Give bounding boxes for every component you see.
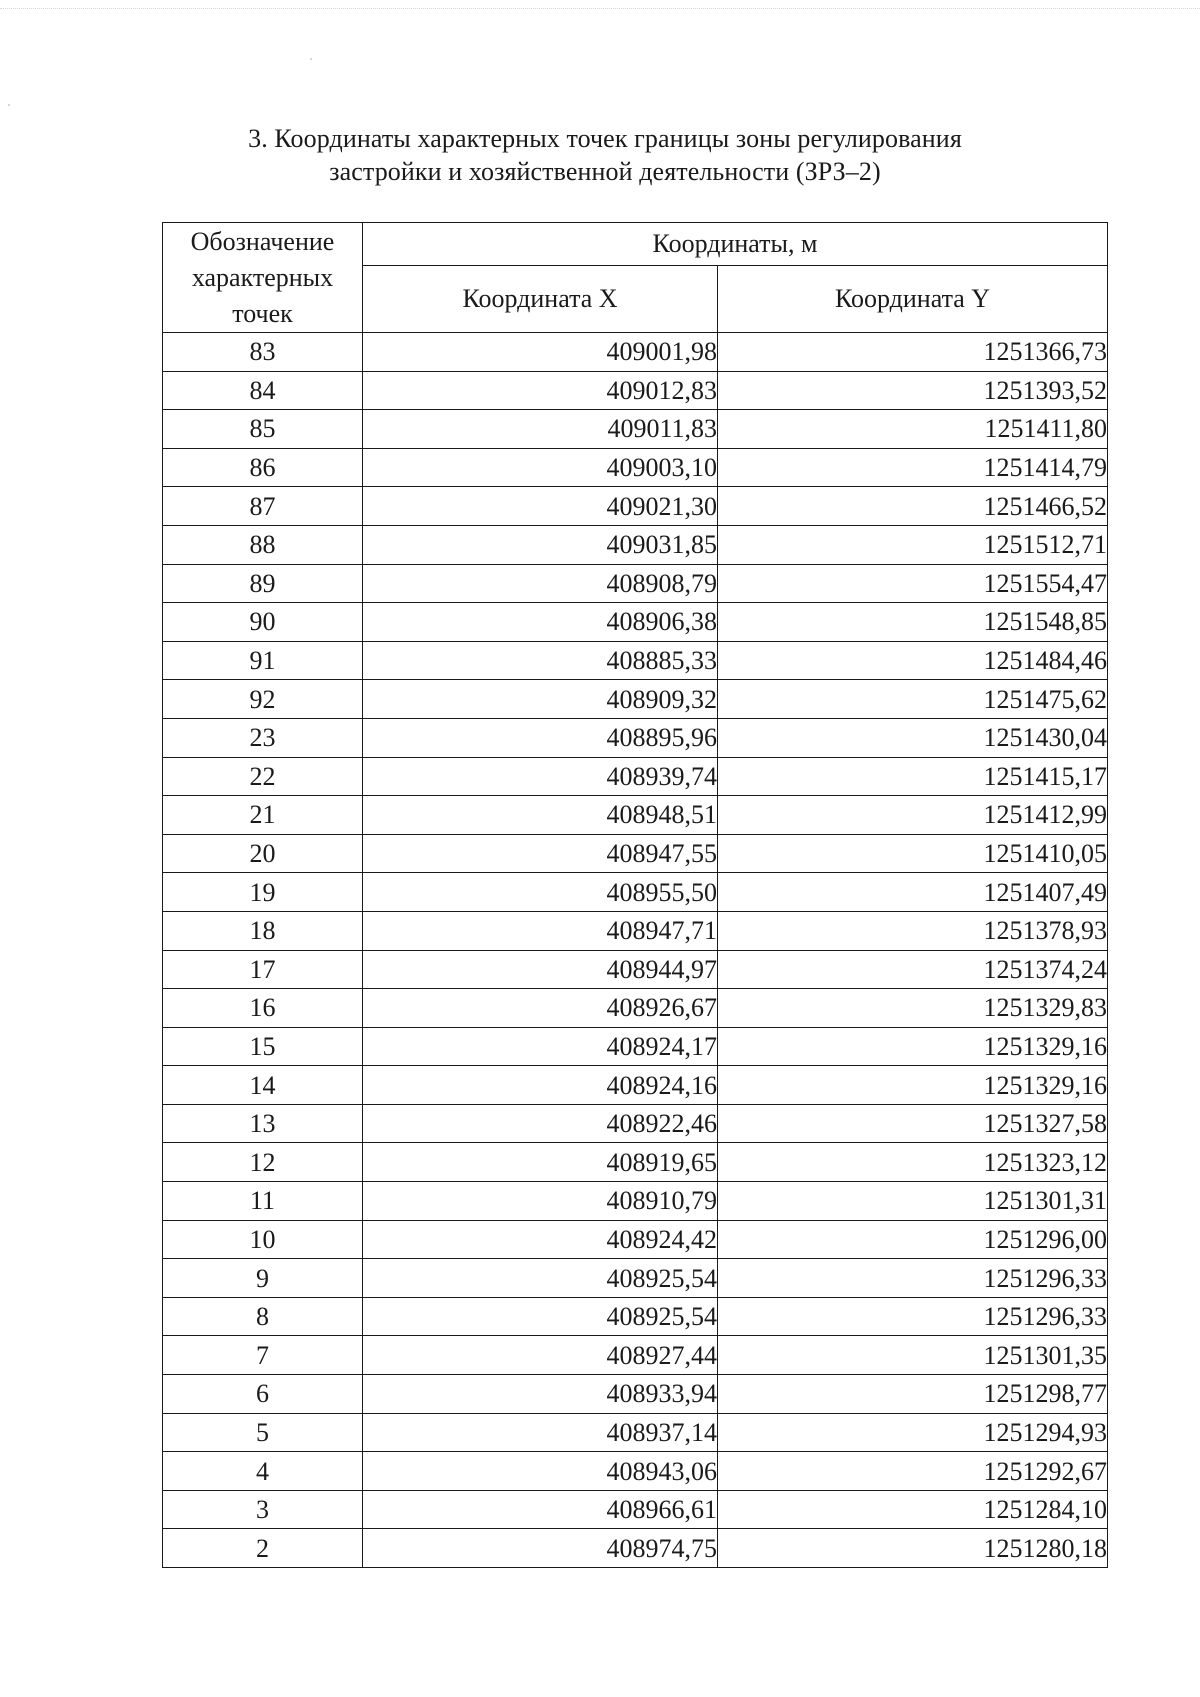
coordinate-y-cell: 1251414,79 [718,448,1108,487]
coordinate-x-cell: 408947,71 [363,911,718,950]
coordinate-y-cell: 1251393,52 [718,371,1108,410]
coordinate-y-cell: 1251554,47 [718,564,1108,603]
table-row [163,950,1108,989]
point-number-cell: 5 [163,1413,363,1452]
coordinate-x-cell: 408944,97 [363,950,718,989]
header-designation-line: точек [232,298,293,328]
coordinate-y-cell: 1251407,49 [718,873,1108,912]
point-number-cell: 92 [163,680,363,719]
table-row [163,1452,1108,1491]
coordinate-y-cell: 1251548,85 [718,603,1108,642]
table-row [163,1104,1108,1143]
table-row [163,487,1108,526]
table-row [163,796,1108,835]
point-number-cell: 91 [163,641,363,680]
table-row [163,757,1108,796]
coordinate-x-cell: 408908,79 [363,564,718,603]
table-row [163,641,1108,680]
coordinate-y-cell: 1251415,17 [718,757,1108,796]
header-coordinates: Координаты, м [363,223,1108,266]
point-number-cell: 7 [163,1336,363,1375]
coordinate-y-cell: 1251378,93 [718,911,1108,950]
table-row [163,1336,1108,1375]
table-row [163,1027,1108,1066]
coordinate-x-cell: 409012,83 [363,371,718,410]
table-row [163,680,1108,719]
coordinate-y-cell: 1251323,12 [718,1143,1108,1182]
point-number-cell: 22 [163,757,363,796]
coordinate-y-cell: 1251410,05 [718,834,1108,873]
point-number-cell: 86 [163,448,363,487]
point-number-cell: 84 [163,371,363,410]
point-number-cell: 6 [163,1375,363,1414]
table-row [163,448,1108,487]
point-number-cell: 21 [163,796,363,835]
coordinate-y-cell: 1251301,35 [718,1336,1108,1375]
coordinate-x-cell: 408943,06 [363,1452,718,1491]
coordinate-y-cell: 1251329,83 [718,989,1108,1028]
coordinate-y-cell: 1251412,99 [718,796,1108,835]
coordinate-x-cell: 408933,94 [363,1375,718,1414]
point-number-cell: 89 [163,564,363,603]
point-number-cell: 13 [163,1104,363,1143]
table-row [163,525,1108,564]
table-row [163,718,1108,757]
point-number-cell: 11 [163,1182,363,1221]
coordinate-x-cell: 408922,46 [363,1104,718,1143]
point-number-cell: 3 [163,1490,363,1529]
table-row [163,1066,1108,1105]
coordinate-x-cell: 408924,17 [363,1027,718,1066]
scan-speck [8,104,10,106]
table-row [163,603,1108,642]
coordinate-x-cell: 408924,16 [363,1066,718,1105]
coordinate-x-cell: 408925,54 [363,1297,718,1336]
coordinate-y-cell: 1251512,71 [718,525,1108,564]
coordinate-x-cell: 408966,61 [363,1490,718,1529]
point-number-cell: 18 [163,911,363,950]
point-number-cell: 85 [163,410,363,449]
coordinate-y-cell: 1251411,80 [718,410,1108,449]
coordinate-y-cell: 1251301,31 [718,1182,1108,1221]
table-row [163,911,1108,950]
table-row [163,989,1108,1028]
document-title [170,122,1040,188]
table-body [163,333,1108,1568]
coordinate-x-cell: 408948,51 [363,796,718,835]
table-row [163,371,1108,410]
coordinate-x-cell: 408909,32 [363,680,718,719]
header-designation-line: Обозначение [190,226,335,256]
scan-speck [310,58,312,60]
table-row [163,1529,1108,1568]
coordinate-x-cell: 409021,30 [363,487,718,526]
coordinate-x-cell: 408924,42 [363,1220,718,1259]
table-row [163,1220,1108,1259]
coordinate-y-cell: 1251329,16 [718,1027,1108,1066]
header-point-designation [163,223,363,333]
coordinate-x-cell: 408926,67 [363,989,718,1028]
coordinate-y-cell: 1251430,04 [718,718,1108,757]
table-row [163,1375,1108,1414]
coordinate-x-cell: 409011,83 [363,410,718,449]
point-number-cell: 16 [163,989,363,1028]
coordinate-y-cell: 1251329,16 [718,1066,1108,1105]
coordinate-y-cell: 1251292,67 [718,1452,1108,1491]
coordinate-y-cell: 1251475,62 [718,680,1108,719]
coordinate-y-cell: 1251296,00 [718,1220,1108,1259]
table-row [163,410,1108,449]
title-line-1: 3. Координаты характерных точек границы зоны регулирования [248,124,962,153]
table-row [163,1182,1108,1221]
table-header [163,223,1108,333]
point-number-cell: 83 [163,333,363,372]
table-row [163,1413,1108,1452]
header-designation-line: характерных [191,262,334,292]
table-row [163,564,1108,603]
coordinate-y-cell: 1251484,46 [718,641,1108,680]
table-row [163,1297,1108,1336]
point-number-cell: 4 [163,1452,363,1491]
coordinate-y-cell: 1251327,58 [718,1104,1108,1143]
header-coordinate-y: Координата Y [718,266,1108,333]
coordinate-x-cell: 408895,96 [363,718,718,757]
coordinate-x-cell: 408927,44 [363,1336,718,1375]
point-number-cell: 10 [163,1220,363,1259]
table-row [163,1490,1108,1529]
point-number-cell: 12 [163,1143,363,1182]
coordinate-y-cell: 1251294,93 [718,1413,1108,1452]
point-number-cell: 2 [163,1529,363,1568]
coordinate-x-cell: 408939,74 [363,757,718,796]
coordinate-x-cell: 408910,79 [363,1182,718,1221]
scan-edge-line [0,8,1200,9]
coordinate-x-cell: 409003,10 [363,448,718,487]
coordinate-y-cell: 1251298,77 [718,1375,1108,1414]
table-row [163,1259,1108,1298]
table-row [163,1143,1108,1182]
point-number-cell: 15 [163,1027,363,1066]
coordinate-x-cell: 408925,54 [363,1259,718,1298]
title-line-2: застройки и хозяйственной деятельности (ЗРЗ–2) [329,157,881,186]
header-coordinate-x: Координата X [363,266,718,333]
coordinate-x-cell: 408947,55 [363,834,718,873]
coordinate-x-cell: 408919,65 [363,1143,718,1182]
coordinate-x-cell: 409031,85 [363,525,718,564]
point-number-cell: 19 [163,873,363,912]
coordinate-x-cell: 408955,50 [363,873,718,912]
point-number-cell: 88 [163,525,363,564]
point-number-cell: 23 [163,718,363,757]
coordinate-x-cell: 408937,14 [363,1413,718,1452]
point-number-cell: 90 [163,603,363,642]
point-number-cell: 14 [163,1066,363,1105]
table-row [163,834,1108,873]
point-number-cell: 87 [163,487,363,526]
table-row [163,873,1108,912]
coordinate-x-cell: 408885,33 [363,641,718,680]
point-number-cell: 17 [163,950,363,989]
coordinate-x-cell: 408974,75 [363,1529,718,1568]
point-number-cell: 8 [163,1297,363,1336]
coordinates-table [162,222,1108,1568]
coordinate-y-cell: 1251284,10 [718,1490,1108,1529]
table-row [163,333,1108,372]
coordinate-y-cell: 1251296,33 [718,1297,1108,1336]
coordinate-y-cell: 1251466,52 [718,487,1108,526]
coordinate-y-cell: 1251366,73 [718,333,1108,372]
coordinate-y-cell: 1251296,33 [718,1259,1108,1298]
point-number-cell: 9 [163,1259,363,1298]
coordinate-y-cell: 1251280,18 [718,1529,1108,1568]
point-number-cell: 20 [163,834,363,873]
coordinate-x-cell: 408906,38 [363,603,718,642]
coordinate-x-cell: 409001,98 [363,333,718,372]
coordinate-y-cell: 1251374,24 [718,950,1108,989]
